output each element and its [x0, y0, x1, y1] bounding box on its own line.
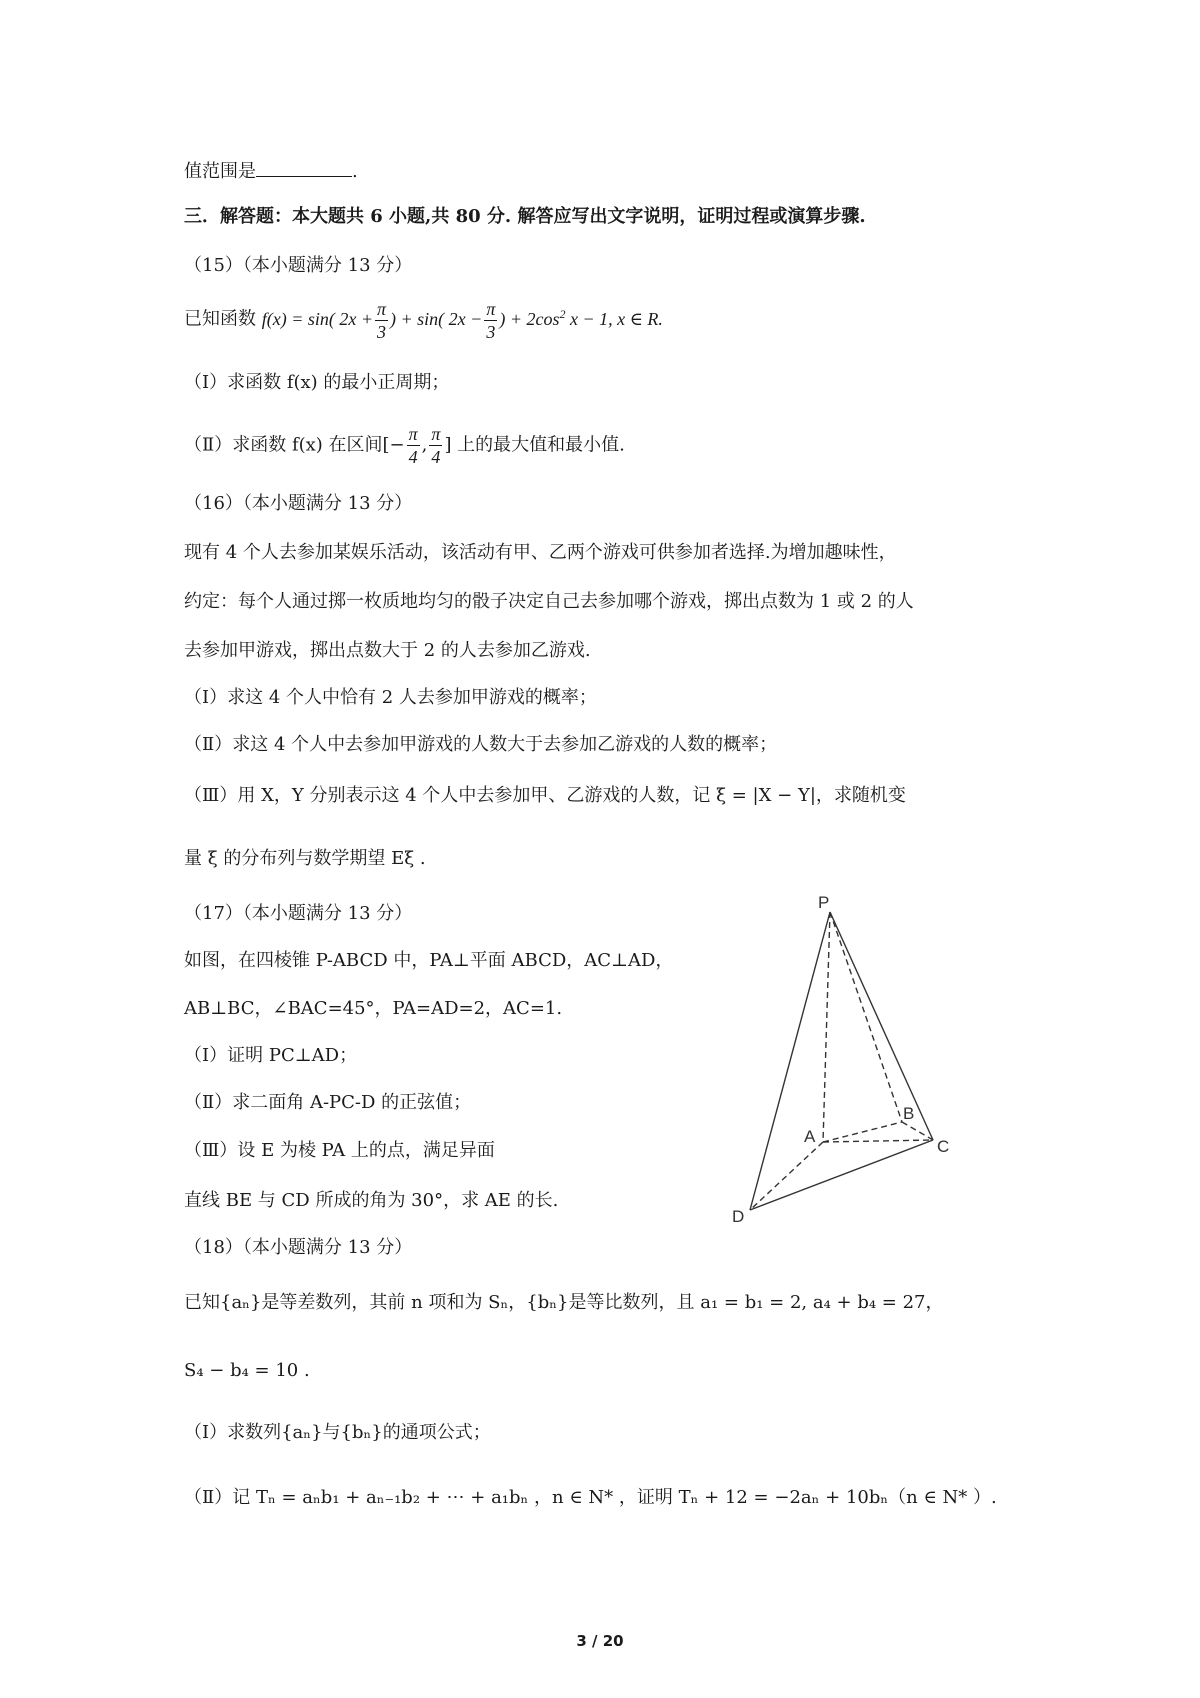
q17-part2: （Ⅱ）求二面角 A-PC-D 的正弦值； [184, 1092, 472, 1113]
q16-header: （16）（本小题满分 13 分） [184, 493, 413, 514]
edge-pd [750, 912, 830, 1210]
text: . [352, 161, 358, 182]
text: （Ⅱ）求函数 f(x) 在区间[− [184, 434, 405, 456]
q16-paragraph-line: 约定：每个人通过掷一枚质地均匀的骰子决定自己去参加哪个游戏，掷出点数为 1 或 2 的人 [184, 591, 914, 612]
q18-stem-line: S₄ − b₄ = 10 . [184, 1360, 310, 1381]
label-c: C [937, 1137, 950, 1156]
q18-part2: （Ⅱ）记 Tₙ = aₙb₁ + aₙ₋₁b₂ + ⋯ + a₁bₙ ，n ∈ N* ，证明 Tₙ + 12 = −2aₙ + 10bₙ（n ∈ N* ）. [184, 1487, 997, 1508]
q16-part3: （Ⅲ）用 X，Y 分别表示这 4 个人中去参加甲、乙游戏的人数，记 ξ = |X − Y|，求随机变 [184, 785, 906, 806]
edge-pc [830, 912, 933, 1140]
q16-paragraph-line: 现有 4 个人去参加某娱乐活动，该活动有甲、乙两个游戏可供参加者选择.为增加趣味性， [184, 542, 897, 563]
edge-ac [823, 1140, 933, 1142]
q16-part3-cont: 量 ξ 的分布列与数学期望 Eξ . [184, 848, 426, 869]
section-heading: 三．解答题：本大题共 6 小题,共 80 分. 解答应写出文字说明，证明过程或演算步骤. [184, 206, 866, 227]
label-b: B [903, 1104, 915, 1123]
page-number: 3 / 20 [576, 1632, 624, 1650]
edge-ad [750, 1142, 823, 1210]
q17-part3: （Ⅲ）设 E 为棱 PA 上的点，满足异面 [184, 1140, 495, 1161]
q18-part1: （Ⅰ）求数列{aₙ}与{bₙ}的通项公式； [184, 1422, 491, 1443]
fill-blank-line [184, 160, 358, 183]
text: 值范围是 [184, 161, 256, 182]
edge-ab [823, 1122, 902, 1142]
label-p: P [818, 893, 830, 912]
q18-header: （18）（本小题满分 13 分） [184, 1237, 413, 1258]
pyramid-figure [720, 890, 970, 1230]
edge-pa [823, 912, 830, 1142]
answer-blank [256, 160, 352, 177]
label-d: D [732, 1207, 745, 1226]
q17-stem-line: 如图，在四棱锥 P-ABCD 中，PA⊥平面 ABCD，AC⊥AD， [184, 950, 674, 971]
q18-stem-line: 已知{aₙ}是等差数列，其前 n 项和为 Sₙ，{bₙ}是等比数列，且 a₁ = b₁ = 2, a₄ + b₄ = 27， [184, 1292, 944, 1313]
q16-paragraph-line: 去参加甲游戏，掷出点数大于 2 的人去参加乙游戏. [184, 640, 591, 661]
q17-part1: （Ⅰ）证明 PC⊥AD； [184, 1045, 358, 1066]
q15-stem-prefix: 已知函数 [184, 308, 256, 330]
text: ] 上的最大值和最小值. [444, 434, 625, 456]
edge-dc [750, 1140, 933, 1210]
q16-part2: （Ⅱ）求这 4 个人中去参加甲游戏的人数大于去参加乙游戏的人数的概率； [184, 734, 778, 755]
q15-stem [184, 300, 663, 341]
q15-function: f(x) = sin( 2x + $\frac{\pi}{3}$ ) + sin( 2x − $\frac{\pi}{3}$ ) + $2\cos^2$ x − 1, x ∈ R. [261, 299, 663, 342]
q17-stem-line: AB⊥BC，∠BAC=45°，PA=AD=2，AC=1. [184, 998, 563, 1019]
q15-header: （15）（本小题满分 13 分） [184, 255, 413, 276]
label-a: A [804, 1127, 816, 1146]
q17-part3-cont: 直线 BE 与 CD 所成的角为 30°，求 AE 的长. [184, 1190, 559, 1211]
q16-part1: （Ⅰ）求这 4 个人中恰有 2 人去参加甲游戏的概率； [184, 687, 597, 708]
q17-header: （17）（本小题满分 13 分） [184, 903, 413, 924]
q15-part1: （Ⅰ）求函数 f(x) 的最小正周期； [184, 372, 450, 393]
edge-pb [830, 912, 902, 1122]
q15-part2: （Ⅱ）求函数 f(x) 在区间[− $\frac{\pi}{4}$ , $\frac{\pi}{4}$ ] 上的最大值和最小值. [184, 424, 625, 467]
